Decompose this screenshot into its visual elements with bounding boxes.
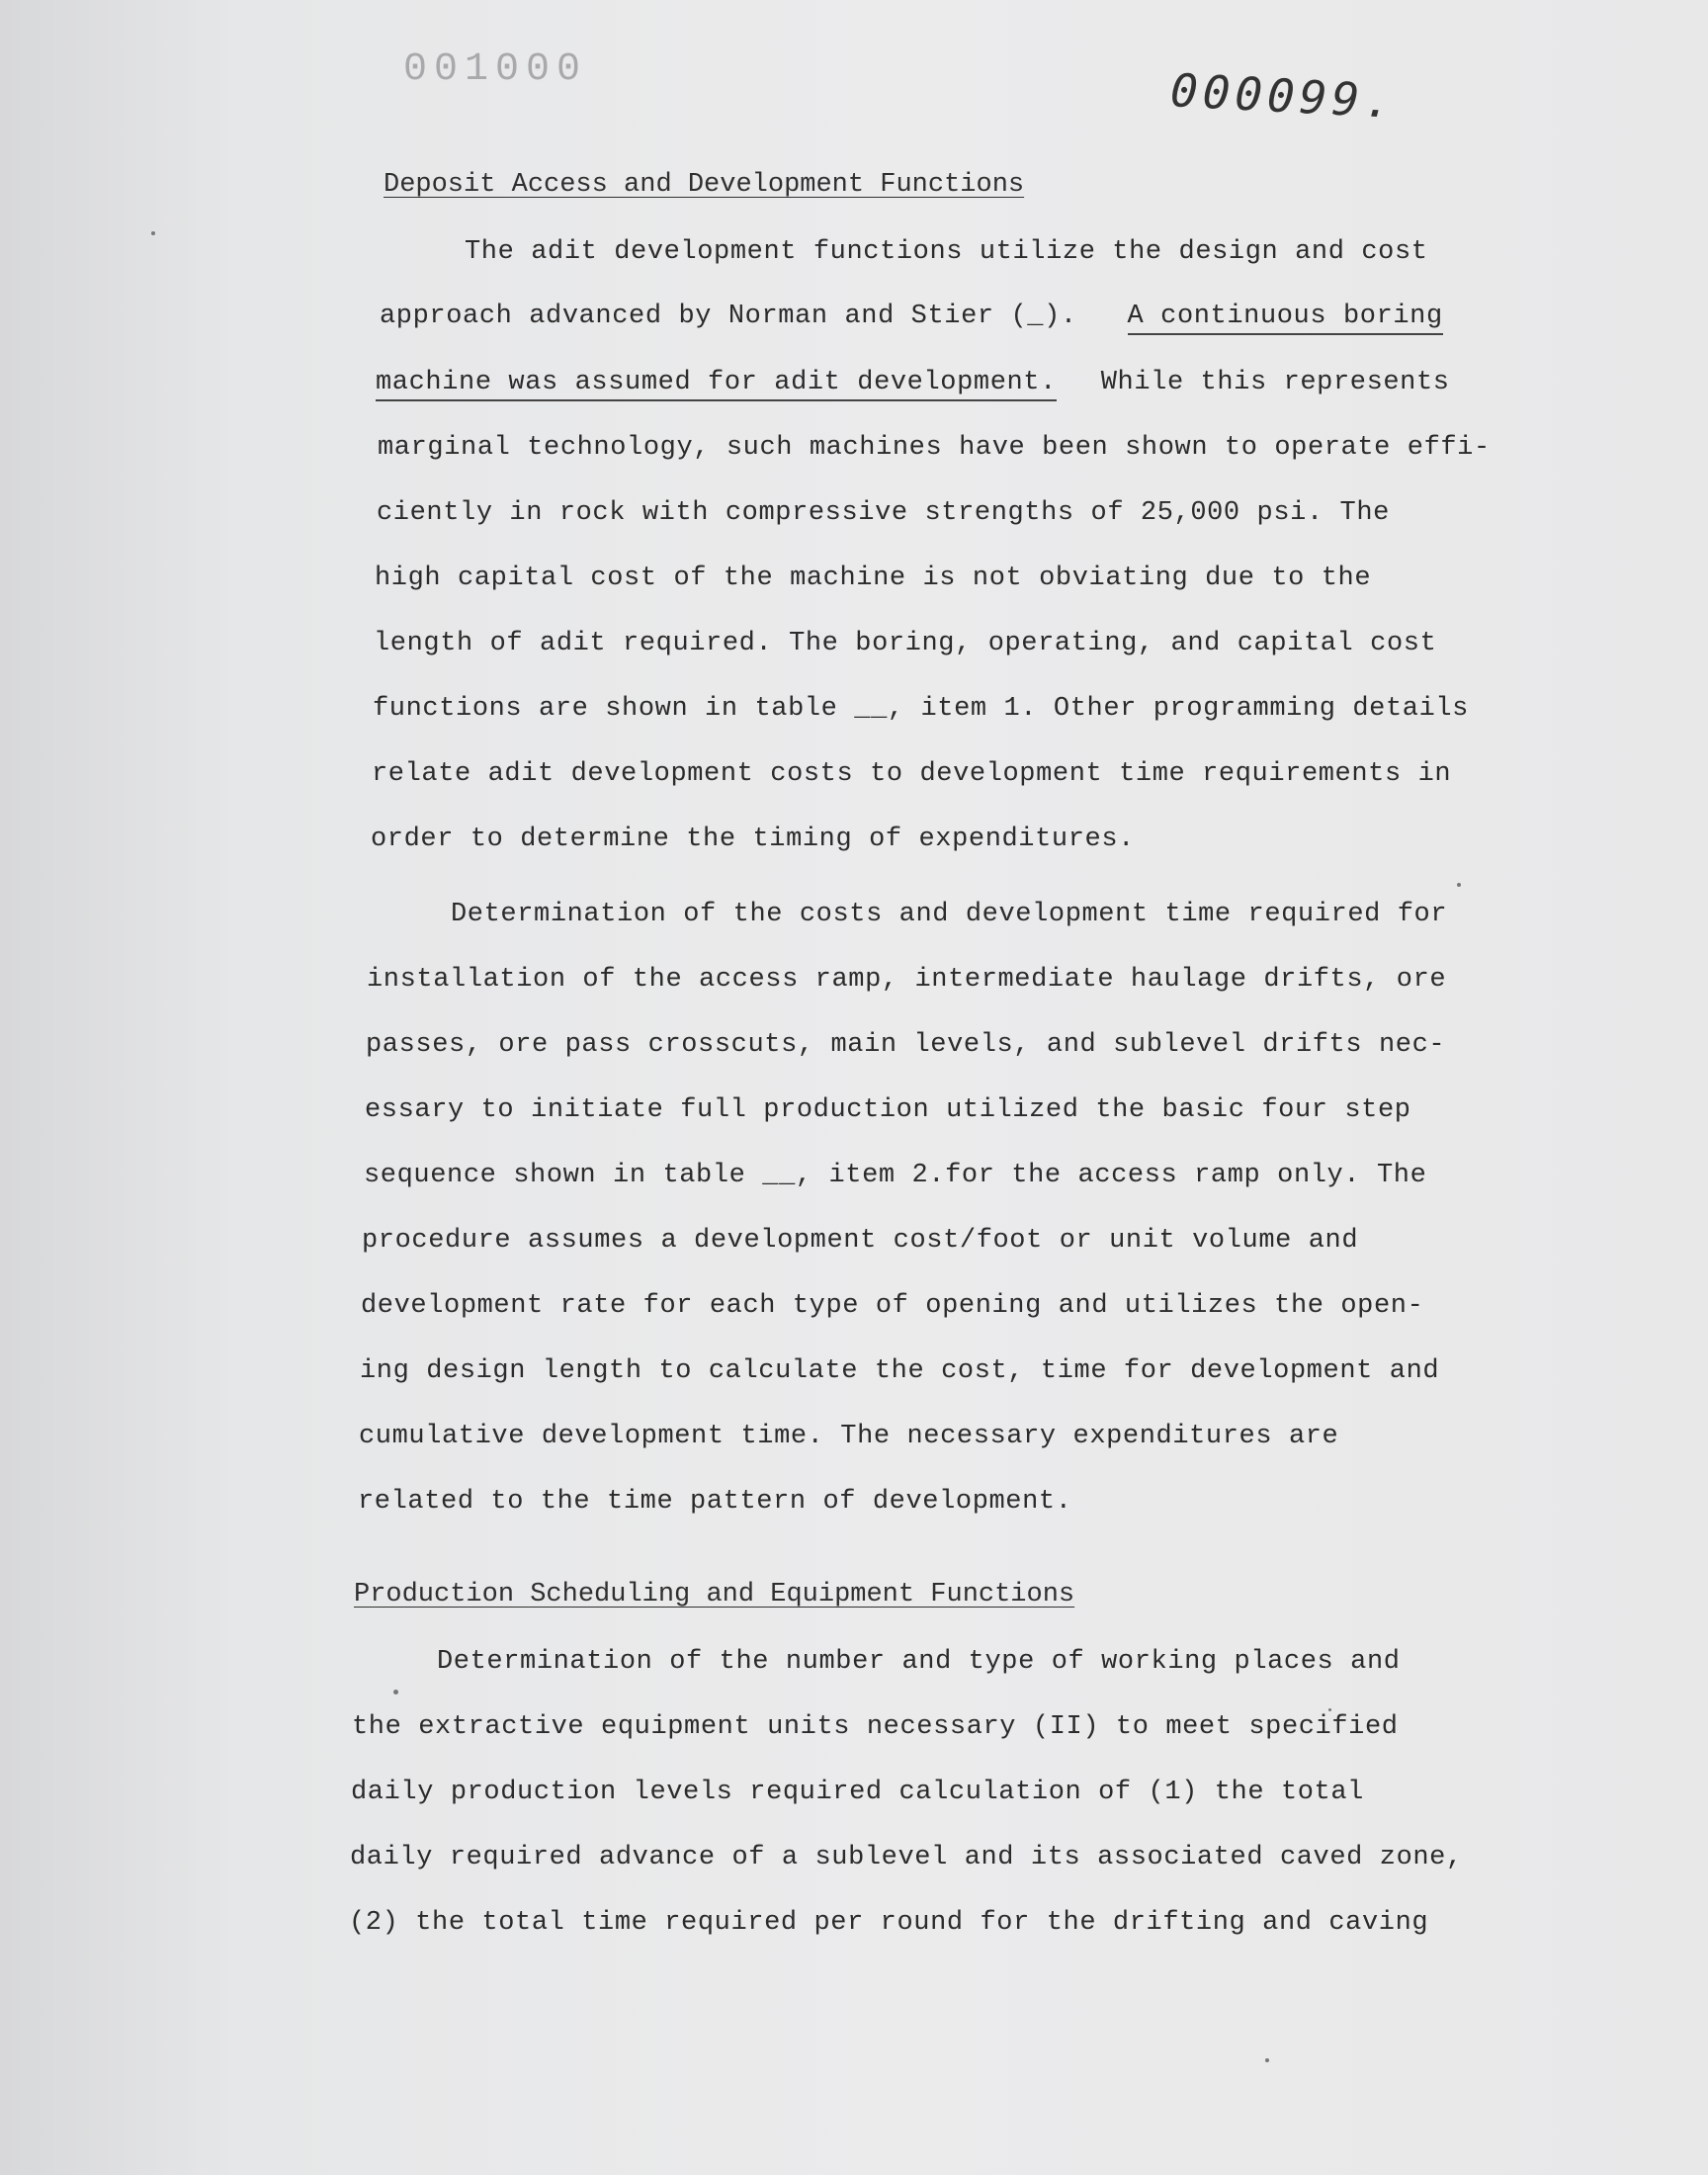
dust-speck bbox=[1328, 1708, 1331, 1711]
text-line-2-part-1: approach advanced by Norman and Stier (_). bbox=[380, 302, 1077, 331]
underlined-text-part-2: machine was assumed for adit development. bbox=[376, 368, 1057, 401]
text-line-22: the extractive equipment units necessary (II) to meet specified bbox=[352, 1712, 1399, 1742]
text-line-10: order to determine the timing of expenditures. bbox=[371, 825, 1135, 854]
section-heading-deposit-access: Deposit Access and Development Functions bbox=[384, 170, 1025, 200]
text-line-6: high capital cost of the machine is not obviating due to the bbox=[375, 564, 1372, 593]
dust-speck bbox=[1265, 2058, 1269, 2062]
faint-page-stamp: 001000 bbox=[403, 47, 588, 92]
text-line-4: marginal technology, such machines have been shown to operate effi- bbox=[378, 433, 1491, 463]
text-line-19: cumulative development time. The necessary expenditures are bbox=[359, 1422, 1339, 1451]
underlined-text-part-1: A continuous boring bbox=[1128, 302, 1443, 335]
text-line-7: length of adit required. The boring, operating, and capital cost bbox=[374, 629, 1437, 658]
text-line-8: functions are shown in table __, item 1. Other programming details bbox=[373, 694, 1469, 724]
text-line-9: relate adit development costs to development time requirements in bbox=[372, 759, 1452, 789]
text-line-2 bbox=[380, 302, 1443, 331]
text-line-1: The adit development functions utilize the design and cost bbox=[465, 237, 1428, 267]
text-line-11: Determination of the costs and development time required for bbox=[451, 900, 1448, 929]
text-line-12: installation of the access ramp, intermediate haulage drifts, ore bbox=[367, 965, 1447, 995]
text-line-23: daily production levels required calculation of (1) the total bbox=[351, 1778, 1364, 1807]
text-line-3 bbox=[376, 368, 1450, 397]
page-shadow bbox=[0, 0, 245, 2175]
dust-speck bbox=[151, 231, 155, 235]
dust-speck bbox=[393, 1690, 398, 1695]
text-line-13: passes, ore pass crosscuts, main levels, and sublevel drifts nec- bbox=[366, 1030, 1446, 1060]
section-heading-production-scheduling: Production Scheduling and Equipment Functions bbox=[354, 1580, 1075, 1610]
handwritten-page-number: 000099. bbox=[1168, 63, 1399, 129]
text-line-18: ing design length to calculate the cost, time for development and bbox=[360, 1356, 1440, 1386]
text-line-20: related to the time pattern of development. bbox=[358, 1487, 1072, 1517]
text-line-24: daily required advance of a sublevel and its associated caved zone, bbox=[350, 1843, 1463, 1872]
text-line-3-part-2: While this represents bbox=[1100, 368, 1450, 397]
text-line-14: essary to initiate full production utilized the basic four step bbox=[365, 1095, 1411, 1125]
dust-speck bbox=[1457, 883, 1461, 887]
text-line-17: development rate for each type of opening and utilizes the open- bbox=[361, 1291, 1424, 1321]
text-line-16: procedure assumes a development cost/foot or unit volume and bbox=[362, 1226, 1359, 1256]
text-line-5: ciently in rock with compressive strengths of 25,000 psi. The bbox=[377, 498, 1390, 528]
text-line-21: Determination of the number and type of working places and bbox=[437, 1647, 1401, 1677]
text-line-15: sequence shown in table __, item 2.for the access ramp only. The bbox=[364, 1161, 1427, 1190]
text-line-25: (2) the total time required per round for the drifting and caving bbox=[349, 1908, 1429, 1938]
